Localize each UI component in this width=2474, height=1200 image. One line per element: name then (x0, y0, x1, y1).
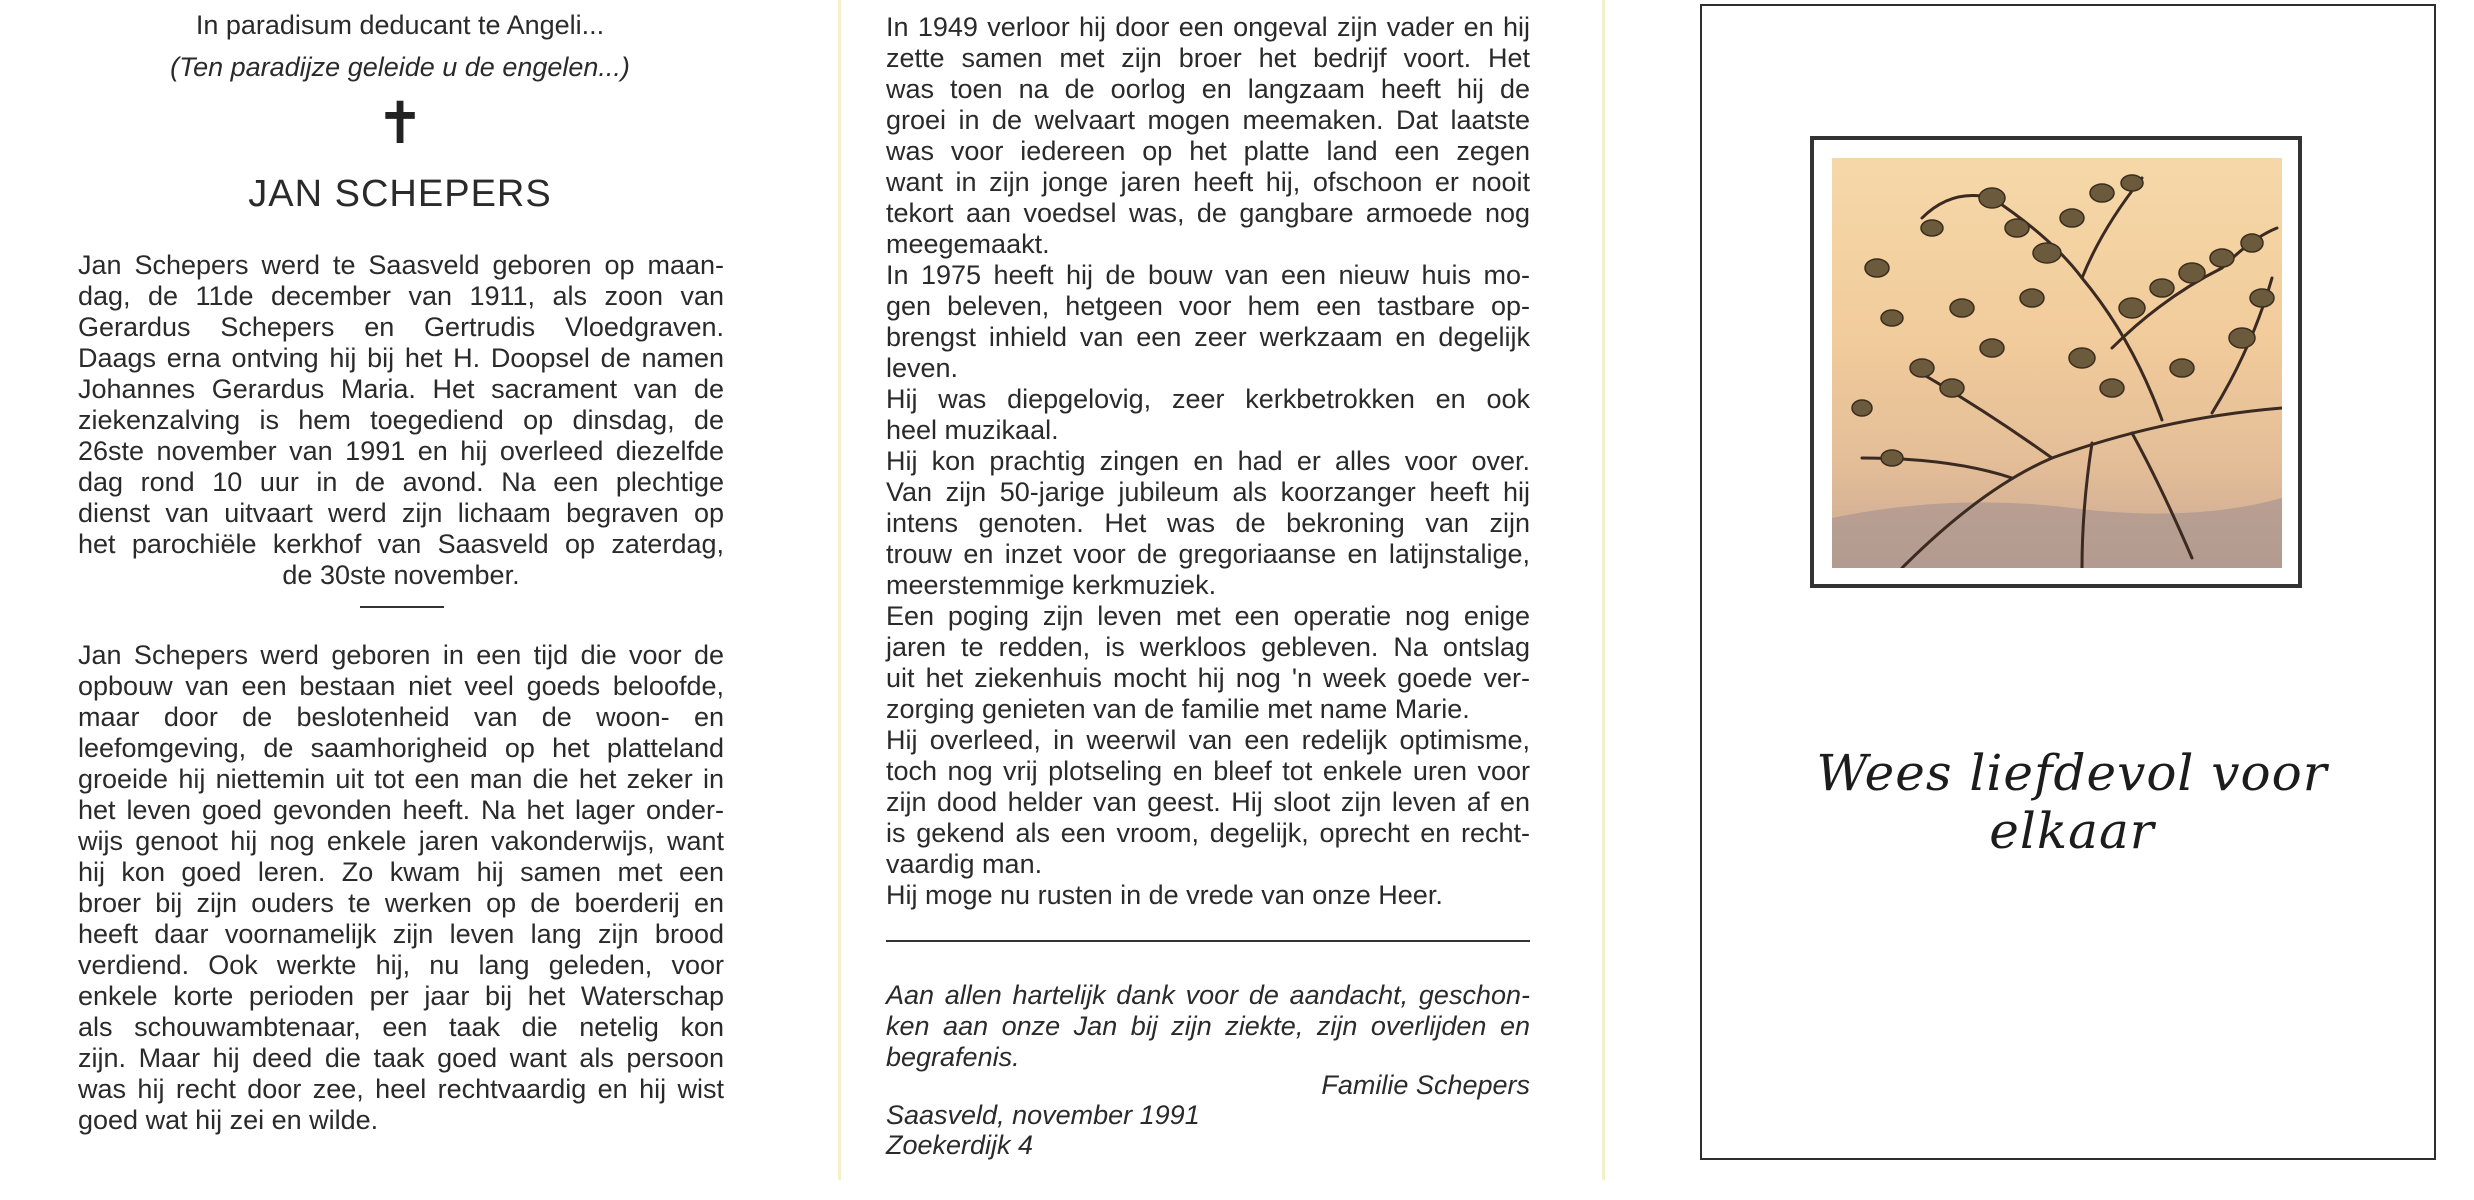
text-line: uit het ziekenhuis mocht hij nog 'n week goede ver- (886, 663, 1530, 693)
text-line: groeide hij niettemin uit tot een man die het zeker in (78, 764, 724, 794)
text-line: Jan Schepers werd geboren in een tijd die voor de (78, 640, 724, 670)
text-line: goed wat hij zei en wilde. (78, 1105, 379, 1135)
text-line: is gekend als een vroom, degelijk, oprecht en recht- (886, 818, 1530, 848)
biography-paragraph-2 (78, 640, 724, 1136)
thanks-divider (886, 940, 1530, 942)
text-line: Hij overleed, in weerwil van een redelijk optimisme, (886, 725, 1530, 755)
text-line: was hij recht door zee, heel rechtvaardig en hij wist (78, 1074, 724, 1104)
text-line: dag, de 11de december van 1911, als zoon van (78, 281, 724, 311)
middle-page (860, 0, 1620, 1200)
text-line: het parochiële kerkhof van Saasveld op zaterdag, (78, 529, 724, 559)
text-line: als schouwambtenaar, een taak die netelig kon (78, 1012, 724, 1042)
text-line: In 1975 heeft hij de bouw van een nieuw huis mo- (886, 260, 1530, 290)
text-line: Johannes Gerardus Maria. Het sacrament van de (78, 374, 724, 404)
cross-icon: ✝ (375, 89, 425, 157)
family-signature: Familie Schepers (1321, 1070, 1530, 1100)
text-line: dienst van uitvaart werd zijn lichaam begraven op (78, 498, 724, 528)
text-line: zette samen met zijn broer het bedrijf voort. Het (886, 43, 1530, 73)
text-line: opbouw van een bestaan niet veel goeds beloofde, (78, 671, 724, 701)
text-line: Daags erna ontving hij bij het H. Doopsel de namen (78, 343, 724, 373)
text-line: begrafenis. (886, 1042, 1020, 1072)
text-line: want in zijn jonge jaren heeft hij, ofschoon er nooit (886, 167, 1530, 197)
text-line: het leven goed gevonden heeft. Na het lager onder- (78, 795, 724, 825)
text-line: Van zijn 50-jarige jubileum als koorzanger heeft hij (886, 477, 1530, 507)
branch-sunset-photo (1832, 158, 2282, 568)
text-line: In 1949 verloor hij door een ongeval zijn vader en hij (886, 12, 1530, 42)
text-line: de 30ste november. (282, 560, 520, 590)
text-line: heeft daar voornamelijk zijn leven lang zijn brood (78, 919, 724, 949)
text-line: broer bij zijn ouders te werken op de boerderij en (78, 888, 724, 918)
text-line: leefomgeving, de saamhorigheid op het platteland (78, 733, 724, 763)
place-date: Saasveld, november 1991 (886, 1100, 1200, 1130)
text-line: Gerardus Schepers en Gertrudis Vloedgraven. (78, 312, 724, 342)
text-line: leven. (886, 353, 959, 383)
photo-frame (1810, 136, 2302, 588)
life-story-text (886, 12, 1530, 911)
text-line: enkele korte perioden per jaar bij het Waterschap (78, 981, 724, 1011)
section-divider (360, 606, 444, 608)
text-line: zijn dood helder van geest. Hij sloot zijn leven af en (886, 787, 1530, 817)
text-line: heel muzikaal. (886, 415, 1059, 445)
text-line: trouw en inzet voor de gregoriaanse en latijnstalige, (886, 539, 1530, 569)
biography-paragraph-1 (78, 250, 724, 591)
text-line: zijn. Maar hij deed die taak goed want als persoon (78, 1043, 724, 1073)
text-line: wijs genoot hij nog enkele jaren vakonderwijs, want (78, 826, 724, 856)
text-line: jaren te redden, is werkloos gebleven. Na ontslag (886, 632, 1530, 662)
text-line: Jan Schepers werd te Saasveld geboren op maan- (78, 250, 724, 280)
text-line: hij kon goed leren. Zo kwam hij samen met een (78, 857, 724, 887)
text-line: Aan allen hartelijk dank voor de aandacht, geschon- (886, 980, 1530, 1010)
text-line: Hij was diepgelovig, zeer kerkbetrokken en ook (886, 384, 1530, 414)
left-page (0, 0, 800, 1200)
text-line: dag rond 10 uur in de avond. Na een plechtige (78, 467, 724, 497)
text-line: was voor iedereen op het platte land een zegen (886, 136, 1530, 166)
text-line: was toen na de oorlog en langzaam heeft hij de (886, 74, 1530, 104)
deceased-name: JAN SCHEPERS (248, 173, 552, 215)
text-line: meegemaakt. (886, 229, 1050, 259)
motto-text: Wees liefdevol voor elkaar (1816, 744, 2328, 860)
text-line: vaardig man. (886, 849, 1043, 879)
text-line: toch nog vrij plotseling en bleef tot enkele uren voor (886, 756, 1530, 786)
text-line: brengst inhield van een zeer werkzaam en degelijk (886, 322, 1530, 352)
text-line: tekort aan voedsel was, de gangbare armoede nog (886, 198, 1530, 228)
text-line: gen beleven, hetgeen voor hem een tastbare op- (886, 291, 1530, 321)
text-line: verdiend. Ook werkte hij, nu lang geleden, voor (78, 950, 724, 980)
text-line: maar door de beslotenheid van de woon- en (78, 702, 724, 732)
memorial-card-front (1700, 4, 2436, 1160)
text-line: Hij moge nu rusten in de vrede van onze Heer. (886, 880, 1443, 910)
text-line: Hij kon prachtig zingen en had er alles voor over. (886, 446, 1530, 476)
text-line: ken aan onze Jan bij zijn ziekte, zijn overlijden en (886, 1011, 1530, 1041)
text-line: ziekenzalving is hem toegediend op dinsdag, de (78, 405, 724, 435)
text-line: 26ste november van 1991 en hij overleed diezelfde (78, 436, 724, 466)
text-line: intens genoten. Het was de bekroning van zijn (886, 508, 1530, 538)
address: Zoekerdijk 4 (886, 1130, 1034, 1160)
translation-line: (Ten paradijze geleide u de engelen...) (170, 52, 630, 82)
text-line: zorging genieten van de familie met name Marie. (886, 694, 1470, 724)
fold-line-left (838, 0, 841, 1180)
text-line: meerstemmige kerkmuziek. (886, 570, 1217, 600)
text-line: Een poging zijn leven met een operatie nog enige (886, 601, 1530, 631)
text-line: groei in de welvaart mogen meemaken. Dat laatste (886, 105, 1530, 135)
thanks-text (886, 980, 1530, 1073)
latin-line: In paradisum deducant te Angeli... (195, 10, 605, 40)
